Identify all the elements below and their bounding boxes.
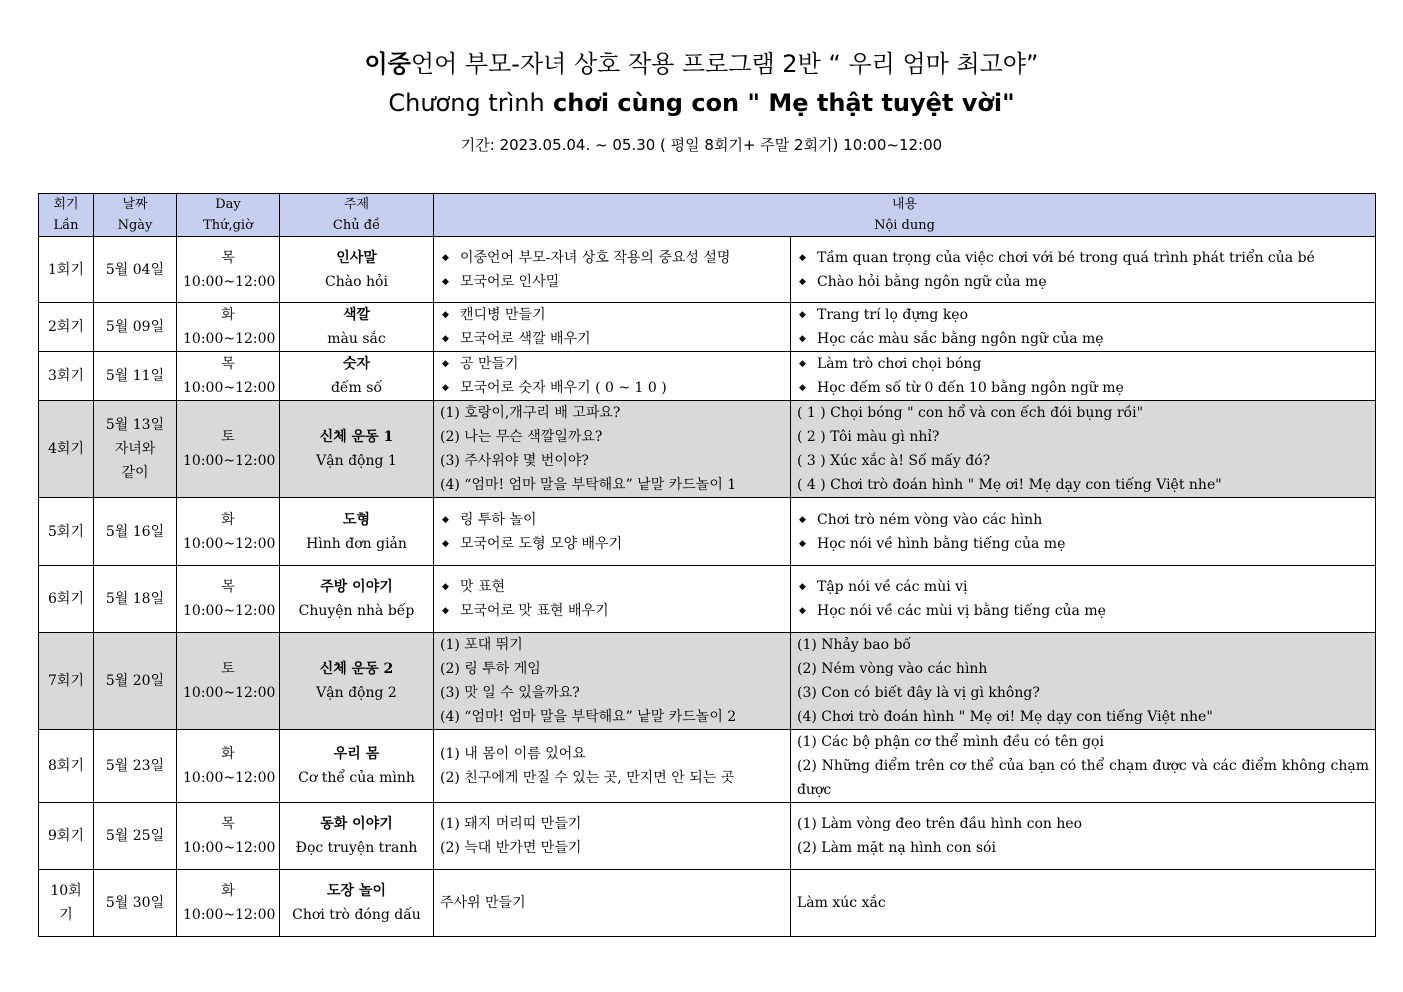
content-vn-cell — [791, 566, 1376, 633]
content-ko-cell — [434, 633, 791, 730]
content-ko-item: ◆ 이중언어 부모-자녀 상호 작용의 중요성 설명 — [440, 246, 784, 270]
content-ko-cell — [434, 870, 791, 937]
topic-vn: Đọc truyện tranh — [295, 840, 418, 856]
content-vn-item: ◆ Học đếm số từ 0 đến 10 bằng ngôn ngữ mẹ — [797, 376, 1369, 400]
content-ko-cell — [434, 401, 791, 498]
header-topic: 주제 Chủ đề — [280, 194, 434, 237]
date-line: 5월 30일 — [105, 895, 165, 911]
day-label: 목 — [221, 356, 235, 372]
day-cell — [177, 803, 280, 870]
session-cell: 3회기 — [39, 352, 94, 401]
date-cell — [94, 730, 177, 803]
topic-ko: 우리 몸 — [333, 746, 380, 762]
content-vn-item: (3) Con có biết đây là vị gì không? — [797, 685, 1040, 701]
day-label: 목 — [221, 816, 235, 832]
day-label: 화 — [221, 883, 235, 899]
content-vn-item: ◆ Học nói về hình bằng tiếng của mẹ — [797, 532, 1369, 556]
topic-ko: 숫자 — [342, 356, 371, 372]
content-vn-item: ◆ Tập nói về các mùi vị — [797, 575, 1369, 599]
date-line: 5월 04일 — [105, 261, 165, 278]
day-label: 화 — [221, 746, 235, 762]
date-line: 5월 16일 — [105, 523, 165, 540]
table-row — [39, 803, 1376, 870]
content-ko-item: (1) 호랑이,개구리 배 고파요? — [440, 405, 621, 421]
content-vn-item: (4) Chơi trò đoán hình " Mẹ ơi! Mẹ dạy con tiếng Việt nhe" — [797, 709, 1213, 725]
date-cell — [94, 352, 177, 401]
time-label: 10:00~12:00 — [183, 453, 276, 469]
topic-vn: Chơi trò đóng dấu — [292, 907, 421, 923]
day-label: 화 — [221, 511, 235, 528]
content-ko-item: (1) 포대 뛰기 — [440, 637, 523, 653]
day-cell — [177, 303, 280, 352]
time-label: 10:00~12:00 — [183, 535, 276, 552]
content-ko-item: (3) 주사위야 몇 번이야? — [440, 453, 589, 469]
time-label: 10:00~12:00 — [183, 907, 276, 923]
table-row — [39, 401, 1376, 498]
date-line: 5월 09일 — [105, 319, 165, 335]
content-vn-item: (2) Làm mặt nạ hình con sói — [797, 840, 996, 856]
topic-ko: 인사말 — [336, 249, 377, 266]
content-vn-item: ( 3 ) Xúc xắc à! Số mấy đó? — [797, 453, 991, 469]
date-line: 자녀와 — [114, 441, 156, 457]
time-label: 10:00~12:00 — [183, 603, 276, 619]
content-vn-cell — [791, 401, 1376, 498]
content-ko-cell — [434, 803, 791, 870]
content-ko-item: (1) 내 몸이 이름 있어요 — [440, 746, 586, 762]
content-vn-item: ◆ Chơi trò ném vòng vào các hình — [797, 508, 1369, 532]
date-line: 5월 13일 — [105, 417, 165, 433]
topic-cell — [280, 237, 434, 303]
content-vn-item: (1) Các bộ phận cơ thể mình đều có tên gọi — [797, 734, 1104, 750]
topic-vn: Vận động 2 — [316, 685, 397, 701]
content-ko-item: ◆ 모국어로 맛 표현 배우기 — [440, 599, 784, 623]
date-cell — [94, 633, 177, 730]
document-subtitle — [0, 89, 1403, 117]
topic-ko: 색깔 — [342, 307, 371, 323]
subtitle-part2: chơi cùng con " Mẹ thật tuyệt vời" — [544, 89, 1015, 117]
topic-vn: Chuyện nhà bếp — [298, 603, 415, 619]
day-label: 목 — [221, 579, 235, 595]
topic-cell — [280, 566, 434, 633]
topic-vn: Cơ thể của mình — [298, 770, 415, 786]
content-vn-cell — [791, 730, 1376, 803]
content-vn-item: ◆ Chào hỏi bằng ngôn ngữ của mẹ — [797, 270, 1369, 294]
session-cell: 10회기 — [39, 870, 94, 937]
content-vn-item: (1) Làm vòng đeo trên đầu hình con heo — [797, 816, 1083, 832]
topic-ko: 신체 운동 2 — [319, 661, 394, 677]
content-ko-item: (2) 나는 무슨 색깔일까요? — [440, 429, 603, 445]
content-vn-item: ◆ Tầm quan trọng của việc chơi với bé trong quá trình phát triển của bé — [797, 246, 1369, 270]
session-cell: 2회기 — [39, 303, 94, 352]
header-date: 날짜 Ngày — [94, 194, 177, 237]
content-ko-cell — [434, 730, 791, 803]
header-content: 내용 Nội dung — [434, 194, 1376, 237]
topic-ko: 주방 이야기 — [320, 579, 393, 595]
content-vn-item: ◆ Học các màu sắc bằng ngôn ngữ của mẹ — [797, 327, 1369, 351]
session-cell: 5회기 — [39, 498, 94, 566]
day-cell — [177, 566, 280, 633]
program-period: 기간: 2023.05.04. ~ 05.30 ( 평일 8회기+ 주말 2회기) 10:00~12:00 — [460, 136, 943, 154]
day-label: 토 — [221, 429, 235, 445]
content-ko-item: ◆ 캔디병 만들기 — [440, 303, 784, 327]
content-ko-item: ◆ 공 만들기 — [440, 352, 784, 376]
date-line: 같이 — [121, 465, 149, 481]
content-ko-item: (1) 돼지 머리띠 만들기 — [440, 816, 582, 832]
content-ko-cell — [434, 237, 791, 303]
table-row — [39, 237, 1376, 303]
date-cell — [94, 803, 177, 870]
date-cell — [94, 237, 177, 303]
content-vn-cell — [791, 498, 1376, 566]
content-ko-item: ◆ 모국어로 인사밀 — [440, 270, 784, 294]
date-cell — [94, 498, 177, 566]
session-cell: 4회기 — [39, 401, 94, 498]
content-vn-item: ◆ Trang trí lọ đựng kẹo — [797, 303, 1369, 327]
date-cell — [94, 870, 177, 937]
table-row — [39, 566, 1376, 633]
content-ko-item: ◆ 모국어로 도형 모양 배우기 — [440, 532, 784, 556]
schedule-body — [39, 237, 1376, 937]
topic-cell — [280, 352, 434, 401]
document-title — [0, 44, 1403, 79]
day-label: 화 — [221, 307, 235, 323]
day-label: 토 — [221, 661, 235, 677]
table-row — [39, 352, 1376, 401]
topic-cell — [280, 803, 434, 870]
content-vn-cell — [791, 352, 1376, 401]
topic-vn: Vận động 1 — [316, 453, 397, 469]
content-ko-cell — [434, 303, 791, 352]
subtitle-part1: Chương trình — [388, 89, 545, 117]
topic-cell — [280, 303, 434, 352]
session-cell: 8회기 — [39, 730, 94, 803]
topic-vn: đếm số — [330, 380, 383, 396]
content-vn-item: (2) Ném vòng vào các hình — [797, 661, 988, 677]
topic-cell — [280, 498, 434, 566]
day-cell — [177, 730, 280, 803]
content-vn-item: ( 1 ) Chọi bóng " con hổ và con ếch đói bụng rồi" — [797, 405, 1144, 421]
day-cell — [177, 870, 280, 937]
content-ko-item: ◆ 맛 표현 — [440, 575, 784, 599]
date-line: 5월 11일 — [105, 368, 165, 384]
content-vn-item: ( 4 ) Chơi trò đoán hình " Mẹ ơi! Mẹ dạy con tiếng Việt nhe" — [797, 477, 1222, 493]
date-cell — [94, 566, 177, 633]
time-label: 10:00~12:00 — [183, 840, 276, 856]
table-row — [39, 498, 1376, 566]
session-cell: 9회기 — [39, 803, 94, 870]
title-rest: 언어 부모-자녀 상호 작용 프로그램 2반 “ 우리 엄마 최고야” — [410, 50, 1039, 78]
title-prefix: 이중 — [364, 50, 411, 78]
header-day: Day Thứ,giờ — [177, 194, 280, 237]
time-label: 10:00~12:00 — [183, 273, 276, 290]
session-cell: 1회기 — [39, 237, 94, 303]
header-session: 회기 Lần — [39, 194, 94, 237]
day-cell — [177, 237, 280, 303]
day-cell — [177, 401, 280, 498]
content-vn-cell — [791, 803, 1376, 870]
content-vn-item: ( 2 ) Tôi màu gì nhỉ? — [797, 429, 940, 445]
table-row — [39, 730, 1376, 803]
table-row — [39, 303, 1376, 352]
content-ko-item: (2) 친구에게 만질 수 있는 곳, 만지면 안 되는 곳 — [440, 770, 735, 786]
content-vn-cell — [791, 237, 1376, 303]
content-vn-item: Làm xúc xắc — [797, 895, 886, 911]
content-vn-item: ◆ Làm trò chơi chọi bóng — [797, 352, 1369, 376]
content-ko-item: (3) 맛 일 수 있을까요? — [440, 685, 580, 701]
day-label: 목 — [221, 249, 235, 266]
time-label: 10:00~12:00 — [183, 331, 276, 347]
date-cell — [94, 401, 177, 498]
content-ko-cell — [434, 352, 791, 401]
content-vn-cell — [791, 870, 1376, 937]
topic-ko: 신체 운동 1 — [319, 429, 394, 445]
content-vn-item: (2) Những điểm trên cơ thể của bạn có thể chạm được và các điểm không chạm được — [797, 758, 1370, 798]
content-ko-item: (2) 링 투하 게임 — [440, 661, 541, 677]
content-ko-item: ◆ 모국어로 숫자 배우기 ( 0 ~ 1 0 ) — [440, 376, 784, 400]
topic-cell — [280, 870, 434, 937]
content-ko-item: ◆ 모국어로 색깔 배우기 — [440, 327, 784, 351]
content-vn-item: ◆ Học nói về các mùi vị bằng tiếng của mẹ — [797, 599, 1369, 623]
date-line: 5월 20일 — [105, 673, 165, 689]
content-ko-item: (4) “엄마! 엄마 말을 부탁해요” 낱말 카드놀이 1 — [440, 477, 737, 493]
time-label: 10:00~12:00 — [183, 770, 276, 786]
schedule-table — [38, 193, 1376, 937]
time-label: 10:00~12:00 — [183, 380, 276, 396]
content-ko-cell — [434, 498, 791, 566]
content-ko-item: (4) “엄마! 엄마 말을 부탁해요” 낱말 카드놀이 2 — [440, 709, 737, 725]
content-vn-item: (1) Nhảy bao bố — [797, 637, 911, 653]
topic-ko: 동화 이야기 — [320, 816, 393, 832]
session-cell: 7회기 — [39, 633, 94, 730]
date-line: 5월 18일 — [105, 591, 165, 607]
day-cell — [177, 633, 280, 730]
day-cell — [177, 352, 280, 401]
topic-vn: Hình đơn giản — [306, 535, 407, 552]
table-row — [39, 870, 1376, 937]
time-label: 10:00~12:00 — [183, 685, 276, 701]
session-cell: 6회기 — [39, 566, 94, 633]
table-row — [39, 633, 1376, 730]
content-vn-cell — [791, 303, 1376, 352]
content-ko-item: ◆ 링 투하 놀이 — [440, 508, 784, 532]
day-cell — [177, 498, 280, 566]
topic-vn: màu sắc — [327, 331, 386, 347]
date-line: 5월 23일 — [105, 758, 165, 774]
topic-ko: 도장 놀이 — [327, 883, 386, 899]
topic-cell — [280, 633, 434, 730]
topic-vn: Chào hỏi — [325, 273, 388, 290]
date-cell — [94, 303, 177, 352]
topic-cell — [280, 730, 434, 803]
content-ko-cell — [434, 566, 791, 633]
header-row — [39, 194, 1376, 237]
date-line: 5월 25일 — [105, 828, 165, 844]
content-vn-cell — [791, 633, 1376, 730]
content-ko-item: (2) 늑대 반가면 만들기 — [440, 840, 582, 856]
topic-cell — [280, 401, 434, 498]
topic-ko: 도형 — [342, 511, 371, 528]
content-ko-item: 주사위 만들기 — [440, 895, 526, 911]
